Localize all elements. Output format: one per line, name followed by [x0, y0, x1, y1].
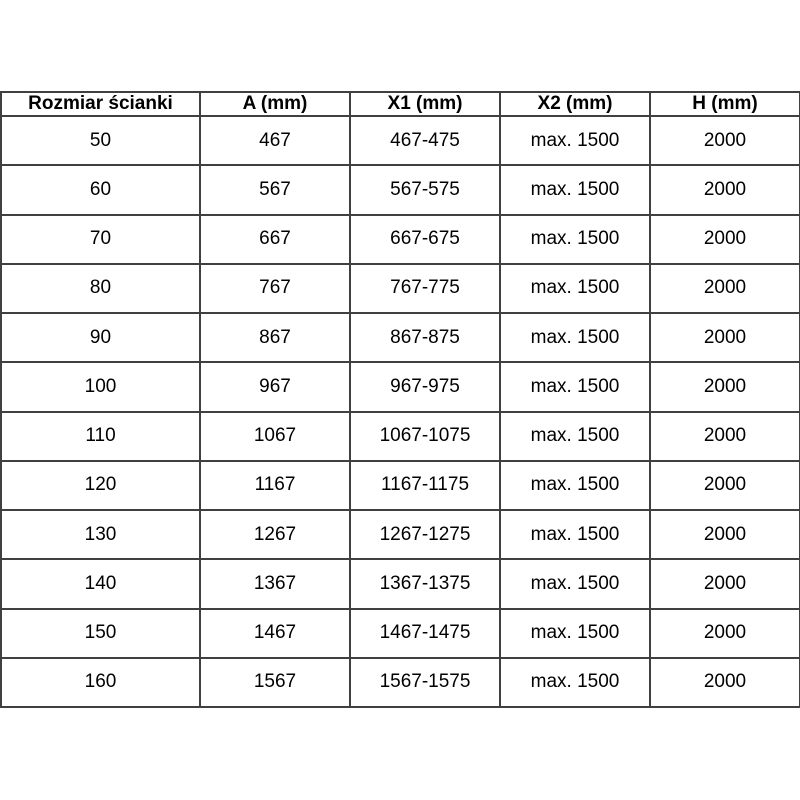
- table-row: [1, 215, 800, 264]
- cell-x2: max. 1500: [500, 313, 650, 362]
- cell-rozmiar: 50: [1, 116, 200, 165]
- cell-x1: 1267-1275: [350, 510, 500, 559]
- cell-x1: 1467-1475: [350, 609, 500, 658]
- cell-x2: max. 1500: [500, 362, 650, 411]
- header-h-mm: H (mm): [650, 92, 800, 116]
- table-row: [1, 658, 800, 707]
- cell-h: 2000: [650, 609, 800, 658]
- cell-x2: max. 1500: [500, 609, 650, 658]
- cell-h: 2000: [650, 461, 800, 510]
- cell-rozmiar: 100: [1, 362, 200, 411]
- cell-h: 2000: [650, 165, 800, 214]
- cell-x2: max. 1500: [500, 264, 650, 313]
- table-row: [1, 559, 800, 608]
- table-row: [1, 412, 800, 461]
- cell-x2: max. 1500: [500, 510, 650, 559]
- table-row: [1, 313, 800, 362]
- cell-a: 667: [200, 215, 350, 264]
- cell-h: 2000: [650, 313, 800, 362]
- size-spec-table: [0, 91, 800, 708]
- cell-a: 1267: [200, 510, 350, 559]
- cell-h: 2000: [650, 215, 800, 264]
- cell-x1: 667-675: [350, 215, 500, 264]
- cell-x1: 1367-1375: [350, 559, 500, 608]
- cell-h: 2000: [650, 264, 800, 313]
- cell-rozmiar: 150: [1, 609, 200, 658]
- cell-x2: max. 1500: [500, 412, 650, 461]
- cell-a: 1567: [200, 658, 350, 707]
- cell-rozmiar: 80: [1, 264, 200, 313]
- cell-x1: 1167-1175: [350, 461, 500, 510]
- cell-h: 2000: [650, 510, 800, 559]
- cell-x1: 567-575: [350, 165, 500, 214]
- cell-x2: max. 1500: [500, 658, 650, 707]
- cell-a: 1167: [200, 461, 350, 510]
- cell-x2: max. 1500: [500, 165, 650, 214]
- cell-rozmiar: 60: [1, 165, 200, 214]
- cell-a: 1467: [200, 609, 350, 658]
- table-row: [1, 362, 800, 411]
- cell-x1: 1567-1575: [350, 658, 500, 707]
- cell-rozmiar: 110: [1, 412, 200, 461]
- cell-a: 467: [200, 116, 350, 165]
- cell-x1: 1067-1075: [350, 412, 500, 461]
- cell-a: 1067: [200, 412, 350, 461]
- header-row: [1, 92, 800, 116]
- table-row: [1, 165, 800, 214]
- cell-x2: max. 1500: [500, 116, 650, 165]
- cell-rozmiar: 120: [1, 461, 200, 510]
- cell-rozmiar: 70: [1, 215, 200, 264]
- cell-x2: max. 1500: [500, 559, 650, 608]
- table-row: [1, 609, 800, 658]
- cell-x2: max. 1500: [500, 461, 650, 510]
- cell-rozmiar: 130: [1, 510, 200, 559]
- cell-h: 2000: [650, 559, 800, 608]
- cell-a: 967: [200, 362, 350, 411]
- cell-x1: 867-875: [350, 313, 500, 362]
- table-row: [1, 461, 800, 510]
- cell-rozmiar: 140: [1, 559, 200, 608]
- cell-a: 567: [200, 165, 350, 214]
- table-row: [1, 116, 800, 165]
- cell-x1: 967-975: [350, 362, 500, 411]
- cell-rozmiar: 160: [1, 658, 200, 707]
- header-a-mm: A (mm): [200, 92, 350, 116]
- cell-h: 2000: [650, 412, 800, 461]
- cell-h: 2000: [650, 658, 800, 707]
- cell-h: 2000: [650, 116, 800, 165]
- cell-x1: 767-775: [350, 264, 500, 313]
- cell-x2: max. 1500: [500, 215, 650, 264]
- cell-h: 2000: [650, 362, 800, 411]
- cell-rozmiar: 90: [1, 313, 200, 362]
- header-x2-mm: X2 (mm): [500, 92, 650, 116]
- cell-a: 1367: [200, 559, 350, 608]
- cell-a: 767: [200, 264, 350, 313]
- header-rozmiar-scianki: Rozmiar ścianki: [1, 92, 200, 116]
- header-x1-mm: X1 (mm): [350, 92, 500, 116]
- table-row: [1, 264, 800, 313]
- cell-x1: 467-475: [350, 116, 500, 165]
- cell-a: 867: [200, 313, 350, 362]
- table-row: [1, 510, 800, 559]
